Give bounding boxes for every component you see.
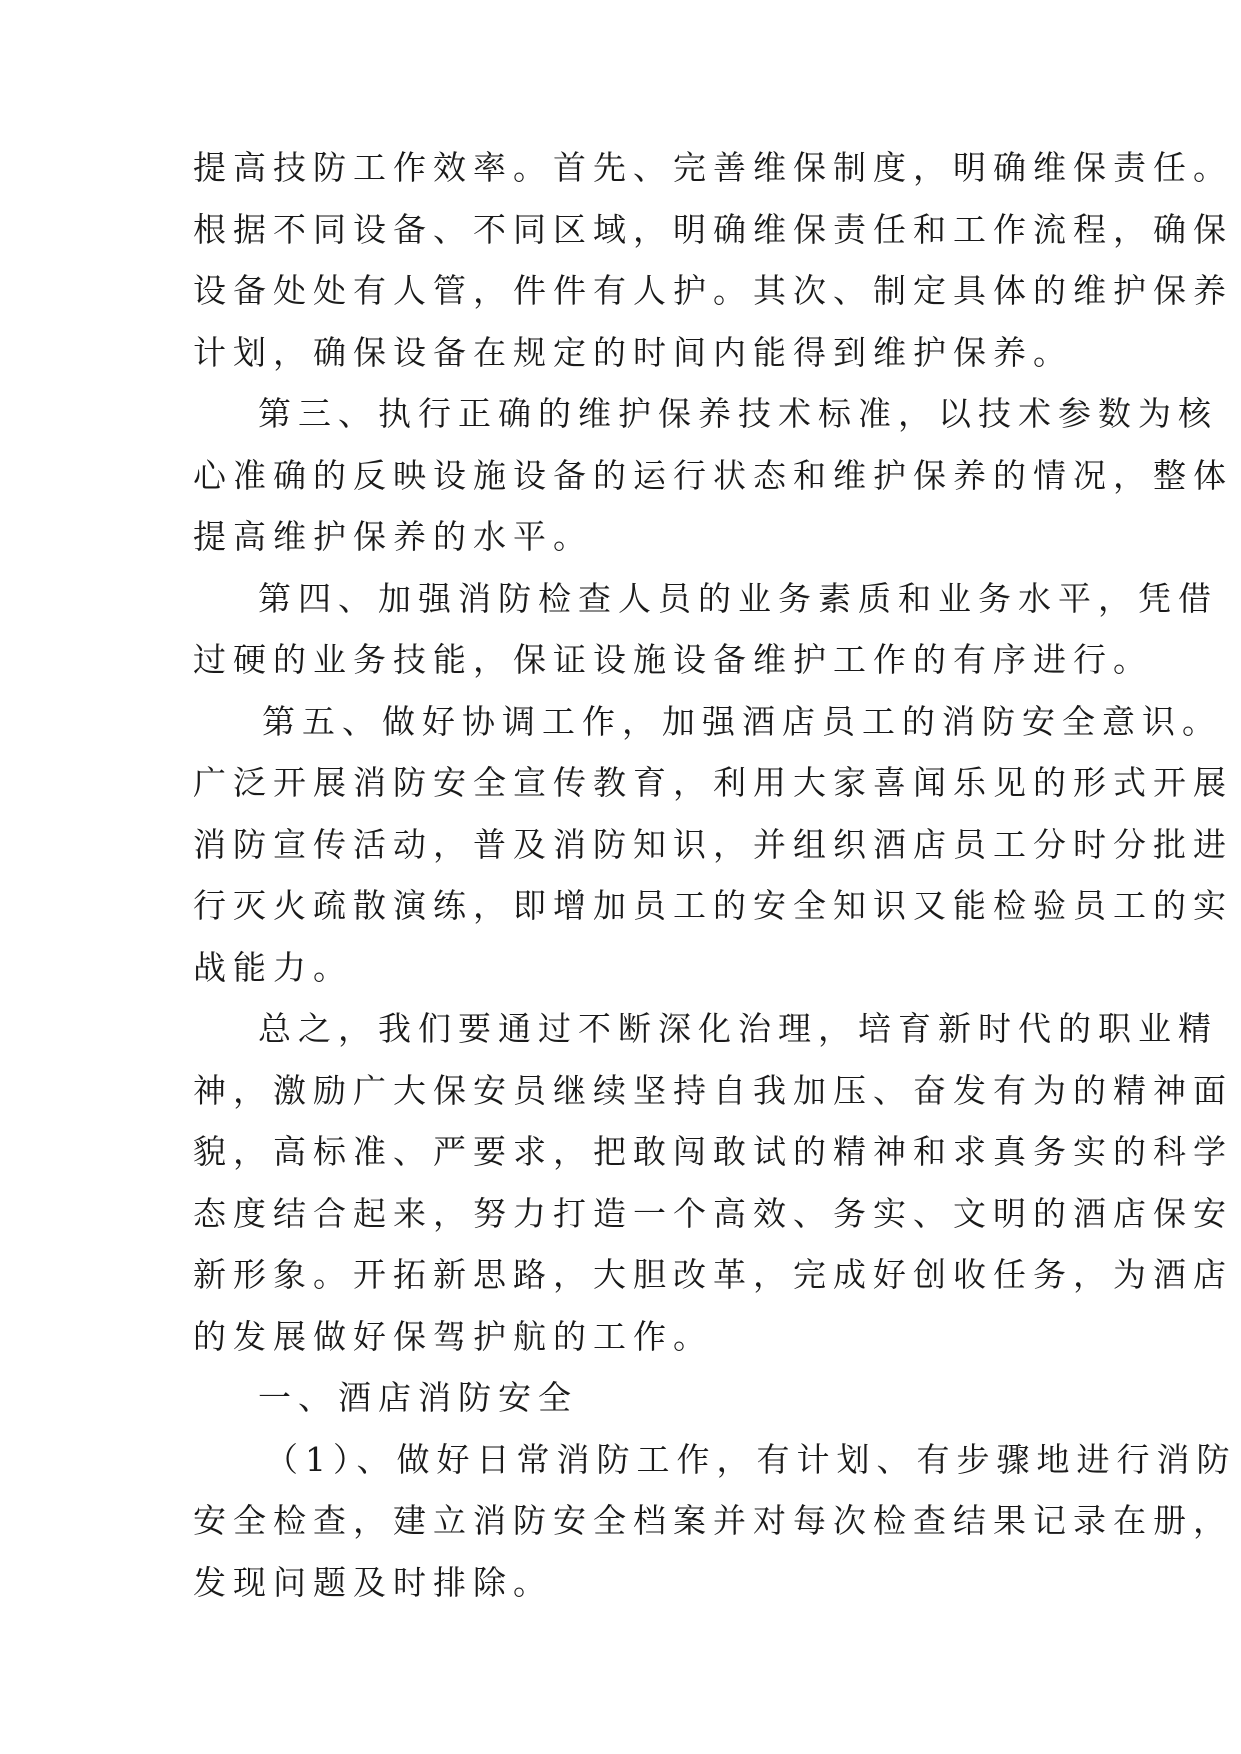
paragraph-first-line: （1）、做好日常消防工作，有计划、有步骤地进行消防 [265,1440,1237,1479]
section-heading: 一、酒店消防安全 [258,1378,578,1417]
text-line: 貌，高标准、严要求，把敢闯敢试的精神和求真务实的科学 [193,1132,1233,1171]
text-line: 心准确的反映设施设备的运行状态和维护保养的情况，整体 [193,456,1233,495]
text-line: 新形象。开拓新思路，大胆改革，完成好创收任务，为酒店 [193,1255,1233,1294]
text-line: 过硬的业务技能，保证设施设备维护工作的有序进行。 [193,640,1153,679]
text-line: 消防宣传活动，普及消防知识，并组织酒店员工分时分批进 [193,825,1233,864]
text-line: 行灭火疏散演练，即增加员工的安全知识又能检验员工的实 [193,886,1233,925]
text-line: 神，激励广大保安员继续坚持自我加压、奋发有为的精神面 [193,1071,1233,1110]
paragraph-first-line: 总之，我们要通过不断深化治理，培育新时代的职业精 [258,1009,1218,1048]
text-line: 提高技防工作效率。首先、完善维保制度，明确维保责任。 [193,148,1233,187]
text-line: 战能力。 [193,948,353,987]
text-line: 提高维护保养的水平。 [193,517,593,556]
text-line: 计划，确保设备在规定的时间内能得到维护保养。 [193,333,1073,372]
text-line: 的发展做好保驾护航的工作。 [193,1317,713,1356]
paragraph-first-line: 第四、加强消防检查人员的业务素质和业务水平，凭借 [258,579,1218,618]
text-line: 安全检查，建立消防安全档案并对每次检查结果记录在册， [193,1501,1233,1540]
text-line: 发现问题及时排除。 [193,1563,553,1602]
text-line: 态度结合起来，努力打造一个高效、务实、文明的酒店保安 [193,1194,1233,1233]
text-line: 根据不同设备、不同区域，明确维保责任和工作流程，确保 [193,210,1233,249]
text-line: 设备处处有人管，件件有人护。其次、制定具体的维护保养 [193,271,1233,310]
text-line: 广泛开展消防安全宣传教育，利用大家喜闻乐见的形式开展 [193,763,1233,802]
paragraph-first-line: 第五、做好协调工作，加强酒店员工的消防安全意识。 [262,702,1222,741]
paragraph-first-line: 第三、执行正确的维护保养技术标准，以技术参数为核 [258,394,1218,433]
